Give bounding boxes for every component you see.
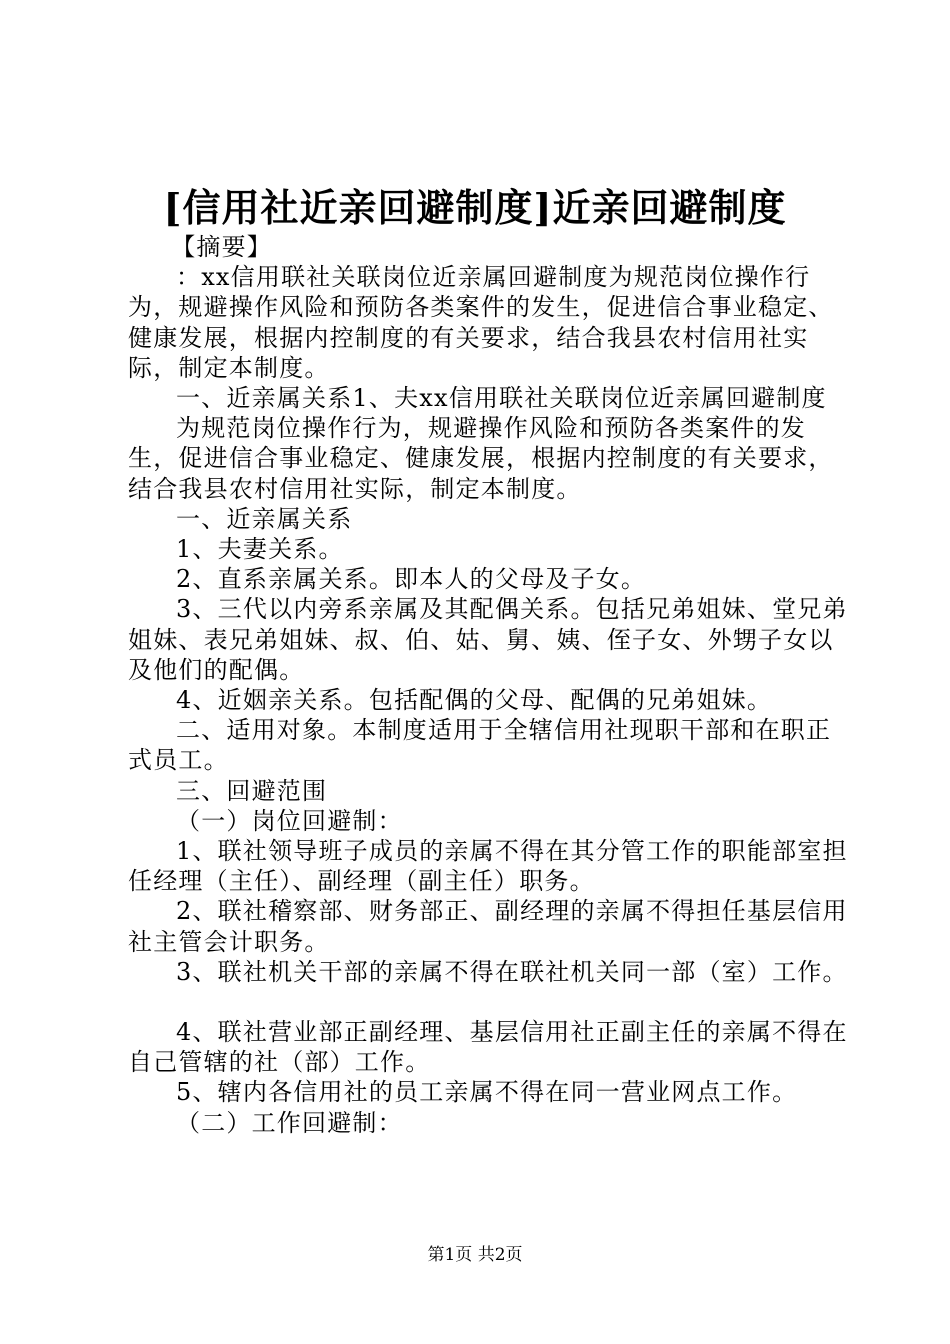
paragraph: 2、联社稽察部、财务部正、副经理的亲属不得担任基层信用社主管会计职务。 <box>128 897 848 956</box>
paragraph: 一、近亲属关系 <box>176 504 353 533</box>
paragraph: 4、联社营业部正副经理、基层信用社正副主任的亲属不得在自己管辖的社（部）工作。 <box>128 1018 848 1077</box>
paragraph: 3、三代以内旁系亲属及其配偶关系。包括兄弟姐妹、堂兄弟姐妹、表兄弟姐妹、叔、伯、姑、舅、姨、侄子女、外甥子女以及他们的配偶。 <box>128 595 848 684</box>
paragraph: （二）工作回避制： <box>176 1108 403 1137</box>
document-title: [信用社近亲回避制度]近亲回避制度 <box>163 185 787 230</box>
paragraph: 5、辖内各信用社的员工亲属不得在同一营业网点工作。 <box>176 1078 798 1107</box>
paragraph: 为规范岗位操作行为，规避操作风险和预防各类案件的发生，促进信合事业稳定、健康发展，根据内控制度的有关要求，结合我县农村信用社实际，制定本制度。 <box>128 414 834 503</box>
document-body <box>128 232 848 1138</box>
paragraph: （一）岗位回避制： <box>176 806 403 835</box>
paragraph: 三、回避范围 <box>176 776 328 805</box>
abstract-label: 【摘要】 <box>171 233 272 261</box>
paragraph: 一、近亲属关系1、夫xx信用联社关联岗位近亲属回避制度 <box>176 384 827 413</box>
paragraph: 3、联社机关干部的亲属不得在联社机关同一部（室）工作。 <box>176 957 848 986</box>
paragraph: ：xx信用联社关联岗位近亲属回避制度为规范岗位操作行为，规避操作风险和预防各类案件的发生，促进信合事业稳定、健康发展，根据内控制度的有关要求，结合我县农村信用社实际，制定本制度。 <box>128 263 834 382</box>
paragraph: 4、近姻亲关系。包括配偶的父母、配偶的兄弟姐妹。 <box>176 686 773 715</box>
paragraph: 二、适用对象。本制度适用于全辖信用社现职干部和在职正式员工。 <box>128 716 832 775</box>
page-footer: 第1页 共2页 <box>427 1245 523 1265</box>
paragraph: 1、夫妻关系。 <box>176 535 344 564</box>
paragraph: 2、直系亲属关系。即本人的父母及子女。 <box>176 565 647 594</box>
paragraph: 1、联社领导班子成员的亲属不得在其分管工作的职能部室担任经理（主任）、副经理（副主任）职务。 <box>128 837 848 896</box>
